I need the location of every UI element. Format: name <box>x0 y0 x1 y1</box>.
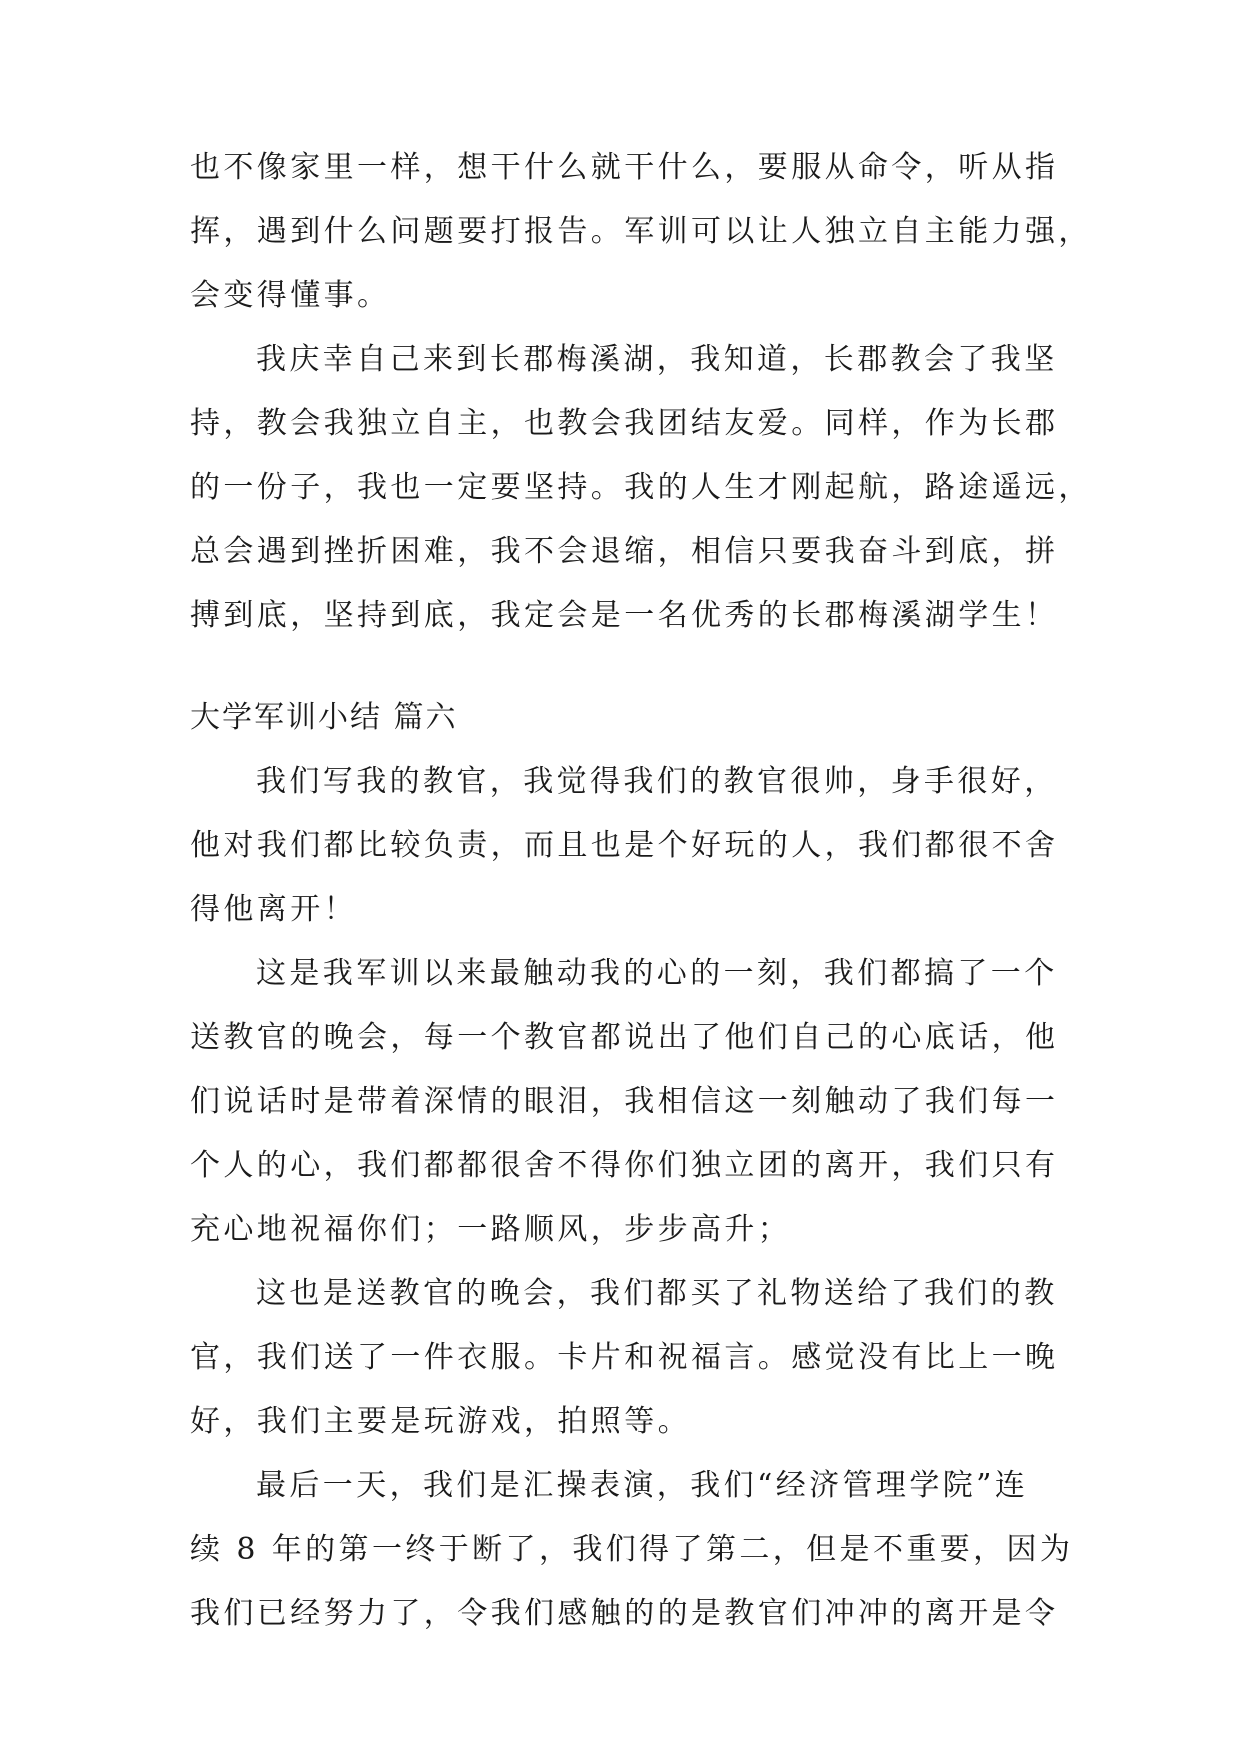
text-line: 最后一天，我们是汇操表演，我们“经济管理学院”连 <box>256 1468 1029 1503</box>
text-line: 续 8 年的第一终于断了，我们得了第二，但是不重要，因为 <box>190 1532 1074 1567</box>
text-line: 也不像家里一样，想干什么就干什么，要服从命令，听从指 <box>190 150 1059 185</box>
text-line: 总会遇到挫折困难，我不会退缩，相信只要我奋斗到底，拼 <box>190 534 1059 569</box>
text-line: 好，我们主要是玩游戏，拍照等。 <box>190 1404 691 1439</box>
text-line: 我们已经努力了，令我们感触的的是教官们冲冲的离开是令 <box>190 1596 1059 1631</box>
section-heading: 大学军训小结 篇六 <box>190 700 458 735</box>
text-line: 们说话时是带着深情的眼泪，我相信这一刻触动了我们每一 <box>190 1084 1059 1119</box>
text-line: 得他离开！ <box>190 892 357 927</box>
text-line: 会变得懂事。 <box>190 278 391 313</box>
text-line: 他对我们都比较负责，而且也是个好玩的人，我们都很不舍 <box>190 828 1059 863</box>
paragraph-continuation <box>190 136 1092 328</box>
paragraph <box>190 942 1059 1262</box>
text-line: 的一份子，我也一定要坚持。我的人生才刚起航，路途遥远， <box>190 470 1092 505</box>
text-line: 搏到底，坚持到底，我定会是一名优秀的长郡梅溪湖学生！ <box>190 598 1059 633</box>
paragraph <box>190 750 1059 942</box>
section-gap <box>190 648 1050 686</box>
text-line: 我庆幸自己来到长郡梅溪湖，我知道，长郡教会了我坚 <box>256 342 1058 377</box>
text-line: 挥，遇到什么问题要打报告。军训可以让人独立自主能力强， <box>190 214 1092 249</box>
text-line: 充心地祝福你们；一路顺风，步步高升； <box>190 1212 792 1247</box>
text-line: 送教官的晚会，每一个教官都说出了他们自己的心底话，他 <box>190 1020 1059 1055</box>
text-line: 持，教会我独立自主，也教会我团结友爱。同样，作为长郡 <box>190 406 1059 441</box>
text-line: 我们写我的教官，我觉得我们的教官很帅，身手很好， <box>256 764 1058 799</box>
document-body <box>190 136 1092 1646</box>
text-line: 官，我们送了一件衣服。卡片和祝福言。感觉没有比上一晚 <box>190 1340 1059 1375</box>
paragraph <box>190 1262 1059 1454</box>
text-line: 个人的心，我们都都很舍不得你们独立团的离开，我们只有 <box>190 1148 1059 1183</box>
paragraph <box>190 1454 1074 1646</box>
paragraph <box>190 328 1092 648</box>
text-line: 这是我军训以来最触动我的心的一刻，我们都搞了一个 <box>256 956 1058 991</box>
text-line: 这也是送教官的晚会，我们都买了礼物送给了我们的教 <box>256 1276 1058 1311</box>
